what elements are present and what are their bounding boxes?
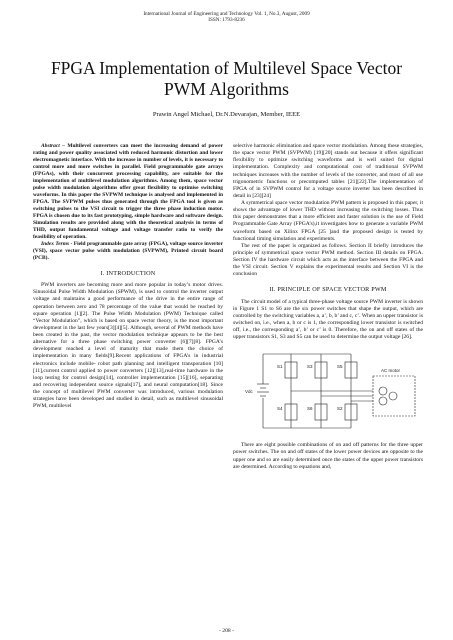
index-terms-text: - Field programmable gate array (FPGA), voltage source inverter (VSI), space vector pulse width modulation (SVPWM), Printed circuit board (PCB).: [33, 241, 223, 261]
body-paragraph: A symmetrical space vector modulation PWM pattern is proposed in this paper, it shows the advantage of lower THD without increasing the switching losses. Thus this paper demonstrates that a more efficient and faster solution is the use of Field Programmable Gate Array (FPGA’s),it investigates how to generate a variable PWM waveform based on Xilinx FPGA [25 ]and the proposed design is tested by functional timing simulation and experiments.: [233, 200, 423, 242]
switch-label: S3: [307, 364, 313, 370]
body-paragraph: selective harmonic elimination and space vector modulation. Among these strategies, the space vector PWM (SVPWM) [19][20] stands out because it offers significant flexibility to optimize switching waveforms and is well suited for digital implementation. Complexity and computational cost of traditional SVPWM techniques increases with the number of levels of the converter, and most of all use trigonometric functions or precomputed tables [21][22].The implementation of FPGA of in SVPWM control for a voltage source inverter has been described in detail in [23][24]: [233, 143, 423, 199]
switch-label: S2: [337, 406, 343, 412]
section-heading: II. PRINCIPLE OF SPACE VECTOR PWM: [269, 286, 387, 294]
motor-label: AC motor: [381, 368, 401, 374]
switch-label: S6: [307, 406, 313, 412]
switch-label: S4: [277, 406, 283, 412]
body-paragraph: PWM inverters are becoming more and more popular in today’s motor drives. Sinusoidal Pulse Width Modulation (SPWM), is used to control the inverter output voltage and maintains a good performance of the drive in the entire range of operation between zero and 78 percentage of the value that would be reached by square operation [1][2]. The Pulse Width Modulation (PWM) Technique called “Vector Modulation”, which is based on space vector theory, is the most important development in the last few years[3][4][5]. Although, several of PWM methods have been created in the past, the vector modulation technique appears to be the best alternative for a three phase switching power converter [6][7][8]. FPGA’s development reached a level of maturity that made them the choice of implementation in many fields[9].Recent applications of FPGA’s in industrial electronics include mobile- robot path planning and intelligent transporation [10][11],current control applied to power converters [12][13],real-time hardware in the loop testing for control design[14], controller implementation [15][16], separating and recovering independent source signals[17], and neural computation[18]. Since the concept of multilevel PWM converter was introduced, various modulation strategies have been developed and studied in detail, such as multilevel sinusoidal PWM, multilevel: [33, 282, 223, 410]
left-column: [33, 143, 223, 410]
abstract-text: – Multilevel converters can meet the increasing demand of power rating and power quality associated with reduced harmonic distortion and lower electromagnetic interface. With the increase in number of levels, it is necessary to control more and more switches in parallel. Field programmable gate arrays (FPGAs), with their concurrent processing capability, are suitable for the implementation of multilevel modulation algorithms. Among them, space vector pulse width modulation algorithms offer great flexibility to optimise switching waveforms. In this paper the SVPWM technique is analysed and implemented in FPGA. The SVPWM pulses thus generated through the FPGA tool is given as switching pulses to the VSI circuit to trigger the three phase induction motor. FPGA is chosen due to its fast prototyping, simple hardware and software design. Simulation results are provided along with the theoretical analysis in terms of THD, output fundamental voltage and voltage transfer ratio to verify the feasibility of operation.: [33, 143, 223, 240]
abstract-lead: Abstract: [41, 143, 60, 149]
index-terms: [33, 241, 223, 262]
body-paragraph: The circuit model of a typical three-phase voltage source PWM inverter is shown in Figure 1 S1 to S6 are the six power switches that shape the output, which are controlled by the switching variables a, a’, b, b’ and c, c’. When an upper transistor is switched on, i.e., when a, b or c is 1, the corresponding lower transistor is switched off, i.e., the corresponding a’, b’ or c’ is 0. Therefore, the on and off states of the upper transistors S1, S3 and S5 can be used to determine the output voltage [26].: [233, 298, 423, 341]
abstract: [33, 143, 223, 241]
inverter-circuit-diagram: [233, 346, 423, 436]
paper-title: FPGA Implementation of Multilevel Space Vector PWM Algorithms: [50, 58, 403, 99]
switch-label: S1: [277, 364, 283, 370]
body-paragraph: The rest of the paper is organized as follows. Section II briefly introduces the principle of symmetrical space vector PWM method. Section III details on FPGA. Section IV the hardware circuit which acts as the interface between the FPGA and the VSI circuit. Section V explains the experimental results and Section VI is the conclusion: [233, 242, 423, 278]
journal-header: [0, 11, 453, 24]
issn-line: ISSN: 1793-8236: [208, 17, 245, 24]
page-number: - 208 -: [219, 628, 234, 634]
section-heading: I. INTRODUCTION: [100, 270, 156, 277]
switch-label: S5: [337, 364, 343, 370]
author-line: Prawin Angel Michael, Dr.N.Devarajan, Member, IEEE: [152, 111, 301, 118]
inverter-circuit-figure: [233, 346, 423, 436]
right-column: [233, 143, 423, 471]
index-terms-lead: Index Terms: [41, 241, 70, 247]
vdc-label: Vdc: [245, 389, 253, 395]
journal-line: International Journal of Engineering and Technology Vol. 1, No.3, August, 2009: [143, 11, 310, 17]
body-paragraph: There are eight possible combinations of on and off patterns for the three upper power switches. The on and off states of the lower power devices are opposite to the upper one and so are easily determined once the states of the upper power transistors are determined. According to equations and,: [233, 442, 423, 470]
